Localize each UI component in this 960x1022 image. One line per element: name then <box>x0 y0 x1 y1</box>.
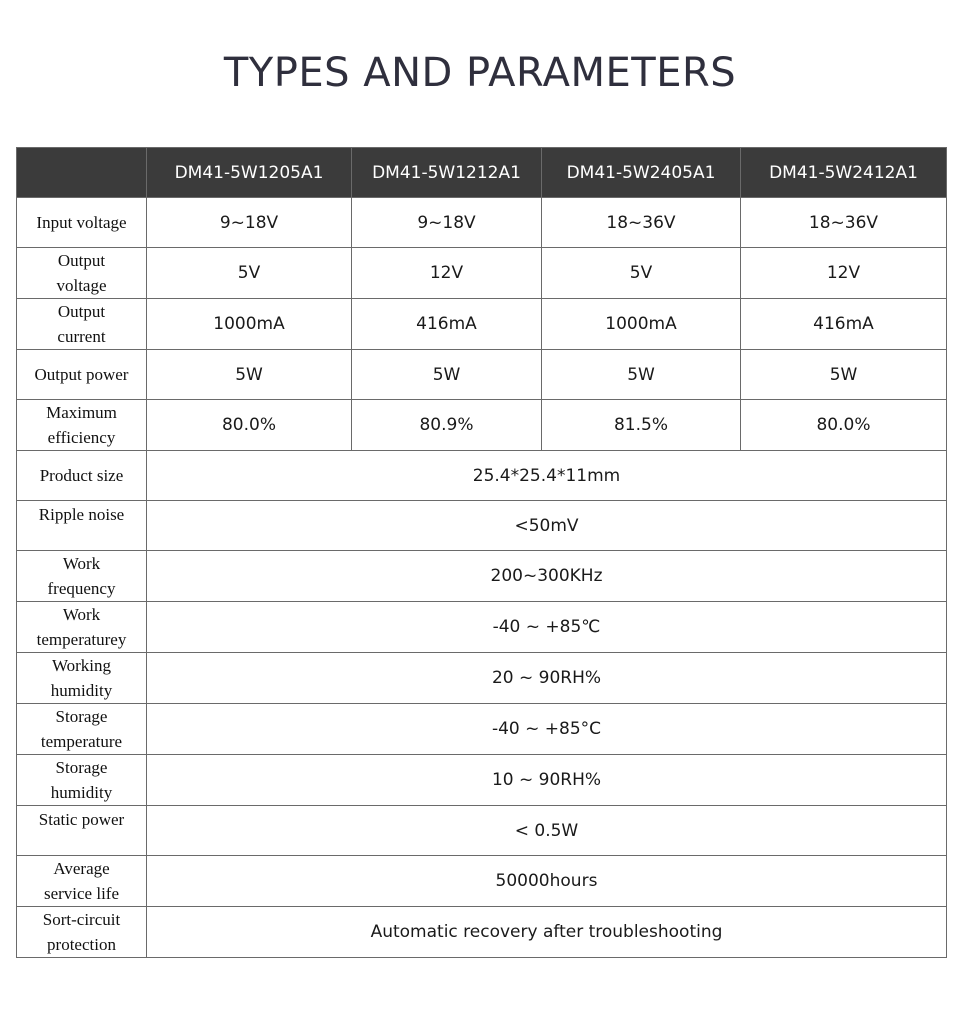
row-label: Input voltage <box>17 198 147 248</box>
row-label: Working humidity <box>17 653 147 704</box>
row-label: Static power <box>17 806 147 856</box>
cell-value: -40 ~ +85°C <box>147 704 947 755</box>
table-row <box>17 451 947 501</box>
cell-value: 80.0% <box>147 400 352 451</box>
cell-value: 50000hours <box>147 856 947 907</box>
table-row <box>17 653 947 704</box>
cell-value: < 0.5W <box>147 806 947 856</box>
parameters-table <box>16 147 947 958</box>
table-row <box>17 501 947 551</box>
cell-value: 200~300KHz <box>147 551 947 602</box>
cell-value: 5W <box>147 350 352 400</box>
table-row <box>17 248 947 299</box>
header-corner-cell <box>17 148 147 198</box>
cell-value: -40 ~ +85℃ <box>147 602 947 653</box>
table-row <box>17 551 947 602</box>
table-row <box>17 198 947 248</box>
row-label: Output current <box>17 299 147 350</box>
row-label: Work temperaturey <box>17 602 147 653</box>
cell-value: 5V <box>147 248 352 299</box>
cell-value: 18~36V <box>741 198 947 248</box>
model-header: DM41-5W1205A1 <box>147 148 352 198</box>
cell-value: 5W <box>542 350 741 400</box>
table-header-row <box>17 148 947 198</box>
cell-value: 12V <box>741 248 947 299</box>
cell-value: 1000mA <box>147 299 352 350</box>
cell-value: 416mA <box>352 299 542 350</box>
cell-value: 81.5% <box>542 400 741 451</box>
row-label: Average service life <box>17 856 147 907</box>
cell-value: 416mA <box>741 299 947 350</box>
model-header: DM41-5W2405A1 <box>542 148 741 198</box>
row-label: Storage humidity <box>17 755 147 806</box>
row-label: Output voltage <box>17 248 147 299</box>
table-row <box>17 806 947 856</box>
page-title: TYPES AND PARAMETERS <box>223 50 737 96</box>
cell-value: Automatic recovery after troubleshooting <box>147 907 947 958</box>
cell-value: 5W <box>352 350 542 400</box>
row-label: Ripple noise <box>17 501 147 551</box>
cell-value: 12V <box>352 248 542 299</box>
row-label: Maximum efficiency <box>17 400 147 451</box>
cell-value: 80.9% <box>352 400 542 451</box>
cell-value: 20 ~ 90RH% <box>147 653 947 704</box>
table-row <box>17 856 947 907</box>
model-header: DM41-5W2412A1 <box>741 148 947 198</box>
cell-value: 25.4*25.4*11mm <box>147 451 947 501</box>
cell-value: 9~18V <box>147 198 352 248</box>
cell-value: <50mV <box>147 501 947 551</box>
row-label: Output power <box>17 350 147 400</box>
row-label: Sort-circuit protection <box>17 907 147 958</box>
cell-value: 10 ~ 90RH% <box>147 755 947 806</box>
row-label: Work frequency <box>17 551 147 602</box>
table-row <box>17 704 947 755</box>
cell-value: 80.0% <box>741 400 947 451</box>
table-row <box>17 350 947 400</box>
table-row <box>17 299 947 350</box>
table-row <box>17 602 947 653</box>
model-header: DM41-5W1212A1 <box>352 148 542 198</box>
table-row <box>17 907 947 958</box>
cell-value: 1000mA <box>542 299 741 350</box>
table-row <box>17 755 947 806</box>
table-row <box>17 400 947 451</box>
cell-value: 5W <box>741 350 947 400</box>
row-label: Storage temperature <box>17 704 147 755</box>
row-label: Product size <box>17 451 147 501</box>
cell-value: 18~36V <box>542 198 741 248</box>
cell-value: 5V <box>542 248 741 299</box>
cell-value: 9~18V <box>352 198 542 248</box>
